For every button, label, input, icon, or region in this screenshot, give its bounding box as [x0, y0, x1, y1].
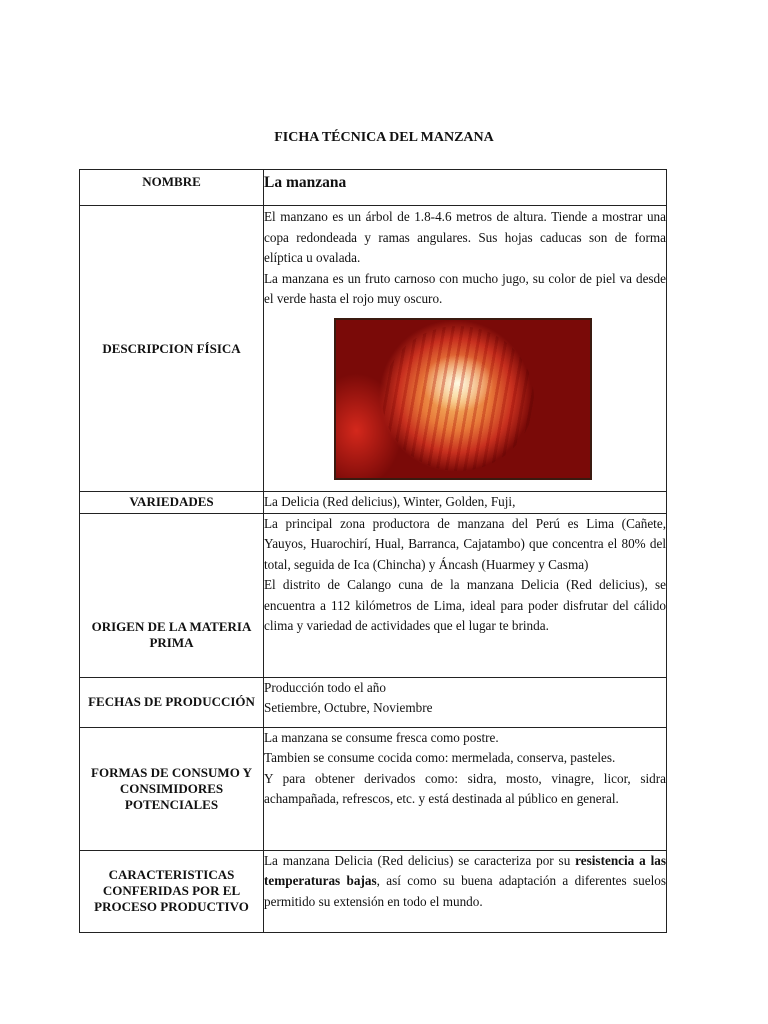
table-row [80, 850, 667, 932]
nombre-cell [264, 170, 667, 206]
origen-cell [264, 513, 667, 677]
caracteristicas-cell [264, 850, 667, 932]
descripcion-paragraph: El manzano es un árbol de 1.8-4.6 metros de altura. Tiende a mostrar una copa redondeada y ramas angulares. Sus hojas caducas son de forma elíptica u ovalada. [264, 209, 666, 265]
fechas-line: Producción todo el año [264, 679, 386, 695]
table-row [80, 727, 667, 850]
caracteristicas-text: , así como su buena adaptación a diferentes suelos permitido su extensión en todo el mundo. [264, 873, 666, 909]
formas-cell [264, 727, 667, 850]
table-row [80, 513, 667, 677]
variedades-label: VARIEDADES [80, 492, 264, 514]
apple-photo [334, 318, 592, 480]
formas-paragraph: Tambien se consume cocida como: mermelada, conserva, pasteles. [264, 750, 616, 765]
caracteristicas-text: La manzana Delicia (Red delicius) se caracteriza por su [264, 852, 576, 868]
origen-paragraph: La principal zona productora de manzana del Perú es Lima (Cañete, Yauyos, Huarochirí, Hual, Barranca, Cajatambo) que concentra el 80% del total, seguida de Ica (Chincha) y Áncash (Huarmey y Casma) [264, 515, 666, 572]
fechas-line: Setiembre, Octubre, Noviembre [264, 700, 433, 715]
caracteristicas-label: CARACTERISTICAS CONFERIDAS POR EL PROCESO PRODUCTIVO [80, 850, 264, 932]
origen-label: ORIGEN DE LA MATERIA PRIMA [80, 513, 264, 677]
spec-table [79, 169, 667, 933]
origen-paragraph: El distrito de Calango cuna de la manzana Delicia (Red delicius), se encuentra a 112 kilómetros de Lima, ideal para poder disfrutar del cálido clima y variedad de actividades que el lugar te brinda. [264, 577, 666, 633]
document-title: FICHA TÉCNICA DEL MANZANA [274, 130, 494, 145]
descripcion-label: DESCRIPCION FÍSICA [80, 206, 264, 492]
table-row [80, 677, 667, 727]
formas-paragraph: Y para obtener derivados como: sidra, mosto, vinagre, licor, sidra achampañada, refrescos, etc. y está destinada al público en general. [264, 770, 666, 806]
formas-label: FORMAS DE CONSUMO Y CONSIMIDORES POTENCIALES [80, 727, 264, 850]
table-row [80, 170, 667, 206]
variedades-value: La Delicia (Red delicius), Winter, Golden, Fuji, [264, 492, 667, 514]
fechas-label: FECHAS DE PRODUCCIÓN [80, 677, 264, 727]
descripcion-cell [264, 206, 667, 492]
nombre-label: NOMBRE [80, 170, 264, 206]
table-row [80, 206, 667, 492]
caracteristicas-emphasis: resistencia a las temperaturas bajas [264, 852, 666, 888]
fechas-cell [264, 677, 667, 727]
nombre-value: La manzana [264, 174, 347, 191]
table-row [80, 492, 667, 514]
formas-paragraph: La manzana se consume fresca como postre. [264, 729, 499, 745]
apple-figure [264, 310, 666, 486]
descripcion-paragraph: La manzana es un fruto carnoso con mucho jugo, su color de piel va desde el verde hasta el rojo muy oscuro. [264, 270, 666, 306]
